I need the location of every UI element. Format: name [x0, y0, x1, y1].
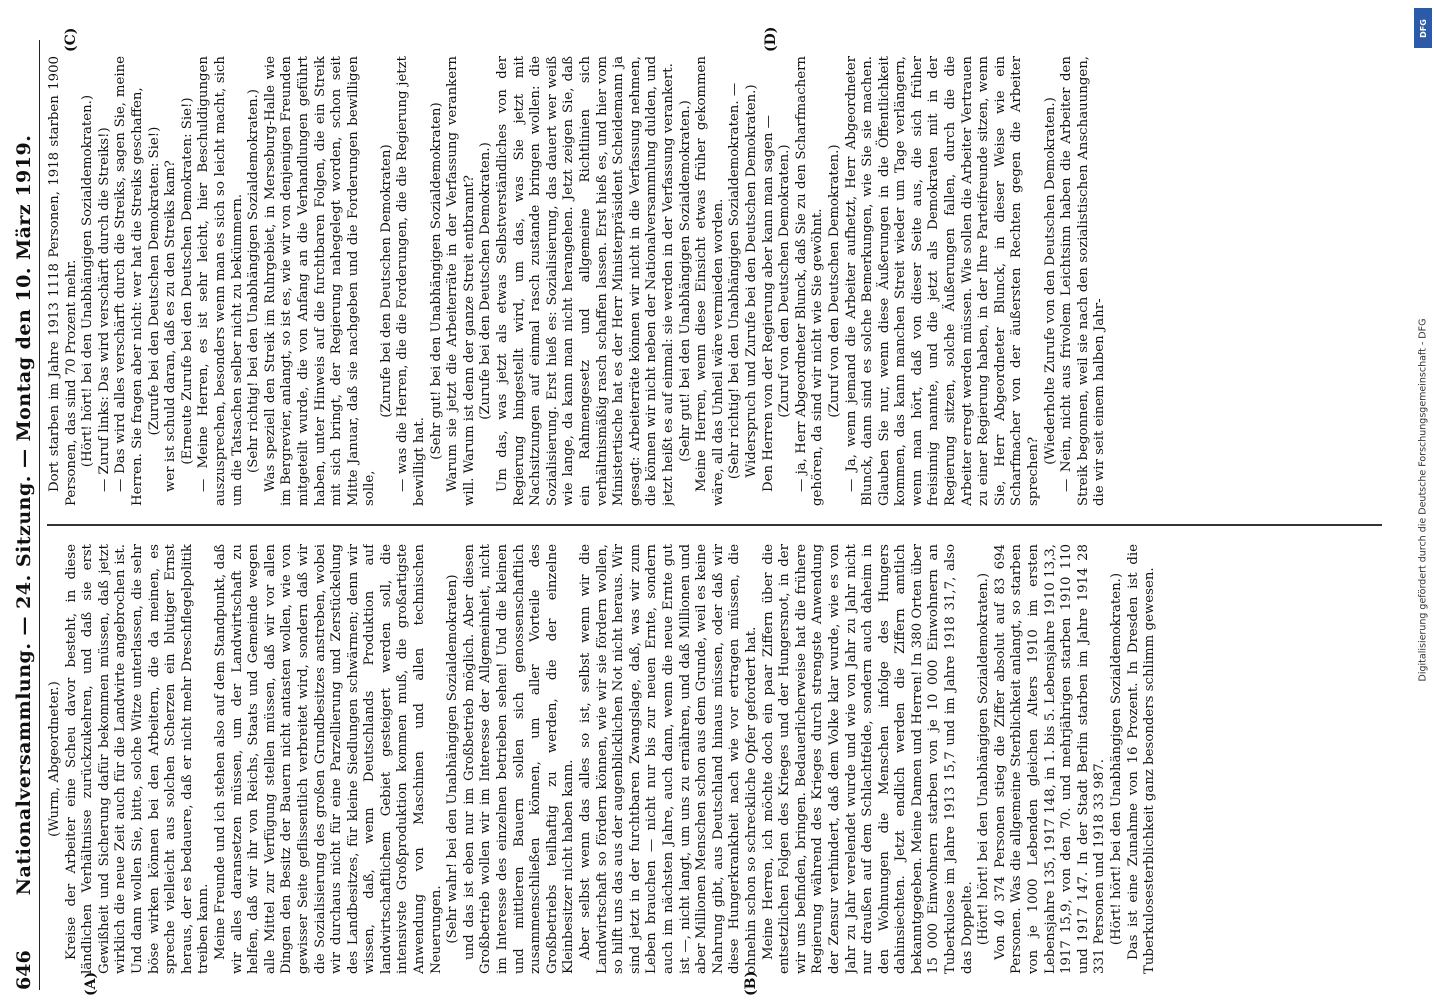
right-column-paragraph: — Zuruf links: Das wird verschärft durch die Streiks!): [96, 127, 112, 492]
left-column-paragraph: (Wurm, Abgeordneter.): [47, 681, 62, 837]
right-column-paragraph: (Wiederholte Zurufe von den Deutschen Demokraten.): [1042, 97, 1058, 465]
right-column-paragraph: (Sehr richtig! bei den Unabhängigen Sozialdemokraten. — Widerspruch und Zurufe bei den Deutschen Demokraten.): [727, 82, 759, 480]
left-column-paragraph: und das ist eben nur im Großbetrieb möglich. Aber diesen Großbetrieb wollen wir im Interesse der Allgemeinheit, nicht im Interesse des einzelnen betrieben sehen! Und die kleinen und mittleren Bauern sollen sich genossenschaftlich zusammenschließen können, um aller Vorteile des Großbetriebs teilhaftig zu werden, die der einzelne Kleinbesitzer nicht haben kann.: [461, 544, 577, 974]
right-column-paragraph: Den Herren von der Regierung aber kann man sagen —: [760, 115, 776, 492]
left-column-paragraph: (Hört! hört! bei den Unabhängigen Sozialdemokraten.): [1109, 572, 1124, 946]
left-column-paragraph: Aber selbst wenn das alles so ist, selbst wenn wir die Landwirtschaft so fördern können, wie wir sie fördern wollen, so hilft uns das aus der augenblicklichen Not nicht heraus. Wir sind jetzt in der furchtbaren Zwangslage, daß, was wir zum Leben brauchen — nicht nur bis zur neuen Ernte, sondern auch im nächsten Jahre, auch dann, wenn die neue Ernte gut ist —, nicht langt, um uns zu ernähren, und daß Millionen und aber Millionen Menschen schon aus dem Grunde, weil es keine Nahrung gibt, aus Deutschland hinaus müssen, oder daß wir diese Hungerkrankheit nach wie vor ertragen müssen, die ohnehin schon so schreckliche Opfer gefordert hat.: [578, 544, 759, 974]
margin-marker-d: (D): [763, 26, 779, 52]
left-column: [47, 544, 1382, 974]
left-column-paragraph: (Hört! hört! bei den Unabhängigen Sozialdemokraten.): [976, 572, 992, 946]
right-column-paragraph: — Meine Herren, es ist sehr leicht, hier Beschuldigungen auszusprechen, besonders wenn man es sich so leicht macht, sich um die Tatsachen selber nicht zu bekümmern.: [196, 56, 245, 506]
page-number: 646: [13, 950, 35, 990]
right-column: [47, 56, 1382, 506]
page-header: [11, 40, 40, 990]
right-column-paragraph: (Erneute Zurufe bei den Deutschen Demokraten: Sie!): [179, 97, 195, 465]
margin-marker-b: (B): [743, 970, 759, 996]
left-column-paragraph: Kreise der Arbeiter eine Scheu davor besteht, in diese ländlichen Verhältnisse zurückzukehren, und daß sie erst Gewißheit und Sicherung dafür bekommen müssen, daß jetzt wirklich die neue Zeit auch für die Landwirte angebrochen ist. Und dann wollen Sie, bitte, solche Witze unterlassen, die sehr böse wirken können bei den Arbeitern, die da meinen, es spreche vielleicht aus solchen Scherzen ein blutiger Ernst heraus, der es bedauere, daß er nicht mehr Dreschflegelpolitik treiben kann.: [63, 544, 212, 974]
right-column-paragraph: (Sehr gut! bei den Unabhängigen Sozialdemokraten.): [677, 100, 693, 462]
right-column-paragraph: wer ist schuld daran, daß es zu den Streiks kam?: [163, 160, 179, 492]
right-column-paragraph: (Sehr richtig! bei den Unabhängigen Sozialdemokraten.): [246, 89, 262, 473]
dfg-logo: DFG: [1414, 8, 1432, 48]
right-column-paragraph: (Zurufe bei den Deutschen Demokraten.): [478, 142, 494, 420]
right-column-paragraph: (Zuruf von den Deutschen Demokraten.): [826, 144, 842, 418]
right-column-paragraph: (Hört! hört! bei den Unabhängigen Sozialdemokraten.): [80, 94, 96, 468]
right-column-paragraph: — Das wird alles verschärft durch die Streiks, sagen Sie, meine Herren. Sie fragen aber nicht: wer hat die Streiks geschaffen,: [113, 56, 145, 506]
right-column-paragraph: Meine Herren, wenn diese Einsicht etwas früher gekommen wäre, all das Unheil wäre vermieden worden.: [694, 56, 726, 506]
margin-marker-c: (C): [63, 27, 79, 52]
rotated-page: [3, 20, 1393, 1000]
digitization-credit: Digitalisierung gefördert durch die Deutsche Forschungsgemeinschaft - DFG: [1417, 318, 1429, 682]
left-column-paragraph: Meine Herren, ich möchte doch ein paar Ziffern über die entsetzlichen Folgen des Krieges und der Hungersnot, in der wir uns befinden, bringen. Bedauerlicherweise hat die frühere Regierung während des Krieges durch strengste Anwendung der Zensur verhindert, daß dem Volke klar wurde, wie es von Jahr zu Jahr verelendet wurde und wie von Jahr zu Jahr nicht nur draußen auf dem Schlachtfelde, sondern auch daheim in den Wohnungen die Menschen infolge des Hungers dahinsiechten. Jetzt endlich werden die Ziffern amtlich bekanntgegeben. Meine Damen und Herren! In 380 Orten über 15 000 Einwohnern starben von je 10 000 Einwohnern an Tuberkulose im Jahre 1913 15,7 und im Jahre 1918 31,7, also das Doppelte.: [760, 544, 975, 974]
margin-marker-a: (A): [83, 971, 99, 996]
right-column-paragraph: — Nein, nicht aus frivolem Leichtsinn haben die Arbeiter den Streik begonnen, weil sie nach den sozialistischen Anschauungen, die wir seit einem halben Jahr-: [1059, 56, 1108, 506]
right-column-paragraph: (Zurufe bei den Deutschen Demokraten): [378, 144, 394, 418]
right-column-paragraph: (Zuruf von den Deutschen Demokraten.): [777, 144, 793, 418]
right-column-paragraph: (Zurufe bei den Deutschen Demokraten: Sie!): [146, 126, 162, 436]
right-column-paragraph: (Sehr gut! bei den Unabhängigen Sozialdemokraten): [428, 102, 444, 460]
left-column-paragraph: Das ist eine Zunahme von 16 Prozent. In Dresden ist die Tuberkulosesterblichkeit ganz besonders schlimm gewesen.: [1125, 544, 1158, 974]
column-divider: [47, 525, 1382, 527]
left-column-paragraph: Von 40 374 Personen stieg die Ziffer absolut auf 83 694 Personen. Was die allgemeine Sterblichkeit anlangt, so starben von je 1000 Lebenden gleichen Alters 1910 im ersten Lebensjahre 135, 1917 148, in 1. bis 5. Lebensjahre 1910 13,3, 1917 15,9, von den 70. und mehrjährigen starben 1910 110 und 1917 147. In der Stadt Berlin starben im Jahre 1914 28 331 Personen und 1918 33 987.: [992, 544, 1108, 974]
right-column-paragraph: Um das, was jetzt als etwas Selbstverständliches von der Regierung hingestellt wird, um das, was Sie jetzt mit Nachsitzungen auf einmal rasch zustande bringen wollen: die Sozialisierung. Erst hieß es: Sozialisierung, das dauert wer weiß wie lange, da kann man nicht herangehen. Jetzt zeigen Sie, daß ein Rahmengesetz und allgemeine Richtlinien sich verhältnismäßig rasch schaffen lassen. Erst hieß es, und hier vom Ministertische hat es der Herr Ministerpräsident Scheidemann ja gesagt: Arbeiterräte können wir nicht in die Verfassung nehmen, die können wir nicht neben der Nationalversammlung dulden, und jetzt heißt es auf einmal: sie werden in der Verfassung verankert.: [495, 56, 676, 506]
page-title: Nationalversammlung. — 24. Sitzung. — Montag den 10. März 1919.: [13, 134, 35, 896]
right-column-paragraph: Dort starben im Jahre 1913 1118 Personen, 1918 starben 1900 Personen, das sind 70 Prozent mehr.: [47, 56, 79, 506]
right-column-paragraph: — Ja, wenn jemand die Arbeiter aufhetzt, Herr Abgeordneter Blunck, dann sind es solche Bemerkungen, wie Sie sie machen. Glauben Sie nur, wenn diese Äußerungen in die Öffentlichkeit kommen, das kann manchen Streit wieder um Tage verlängern, wenn man hört, daß von dieser Seite aus, die sich früher freisinnig nannte, und die jetzt als Demokraten mit in der Regierung sitzen, solche Äußerungen fallen, durch die die Arbeiter erregt werden müssen. Wie sollen die Arbeiter Vertrauen zu einer Regierung haben, in der Ihre Parteifreunde sitzen, wenn Sie, Herr Abgeordneter Blunck, in dieser Weise wie ein Scharfmacher von der äußersten Rechten gegen die Arbeiter sprechen?: [843, 56, 1042, 506]
right-column-paragraph: — was die Herren, die die Forderungen, die die Regierung jetzt bewilligt hat.: [395, 56, 428, 506]
right-column-paragraph: Warum sie jetzt die Arbeiterräte in der Verfassung verankern will. Warum ist denn der ganze Streit entbrannt?: [445, 56, 477, 506]
left-column-paragraph: (Sehr wahr! bei den Unabhängigen Sozialdemokraten): [445, 574, 461, 944]
right-column-paragraph: — ja, Herr Abgeordneter Blunck, daß Sie zu den Scharfmachern gehören, da sind wir nicht wie Sie gewöhnt.: [793, 56, 826, 506]
left-column-paragraph: Meine Freunde und ich stehen also auf dem Standpunkt, daß wir alles daransetzen müssen, um der Landwirtschaft zu helfen, daß wir ihr von Reichs, Staats und Gemeinde wegen alle Mittel zur Verfügung stellen müssen, daß wir vor allen Dingen den Besitz der Bauern nicht antasten wollen, wie von gewisser Seite geflissentlich verbreitet wird, sondern daß wir die Sozialisierung des großen Grundbesitzes anstreben, wobei wir durchaus nicht für eine Parzellierung und Zerstückelung des Landbesitzes, für kleine Siedlungen schwärmen; denn wir wissen, daß, wenn Deutschlands Produktion auf landwirtschaftlichem Gebiet gesteigert werden soll, die intensivste Großproduktion kommen muß, die großartigste Anwendung von Maschinen und allen technischen Neuerungen.: [212, 544, 444, 974]
right-column-paragraph: Was speziell den Streik im Ruhrgebiet, in Merseburg-Halle wie im Bergrevier, anlangt, so ist es, wie wir von denjenigen Freunden mitgeteilt wurde, die von Anfang an die Verhandlungen geführt haben, unter Hinweis auf die furchtbaren Folgen, die ein Streik mit sich bringt, der Regierung nahegelegt worden, schon seit Mitte Januar, daß sie nachgeben und die Forderungen bewilligen solle,: [262, 56, 378, 506]
